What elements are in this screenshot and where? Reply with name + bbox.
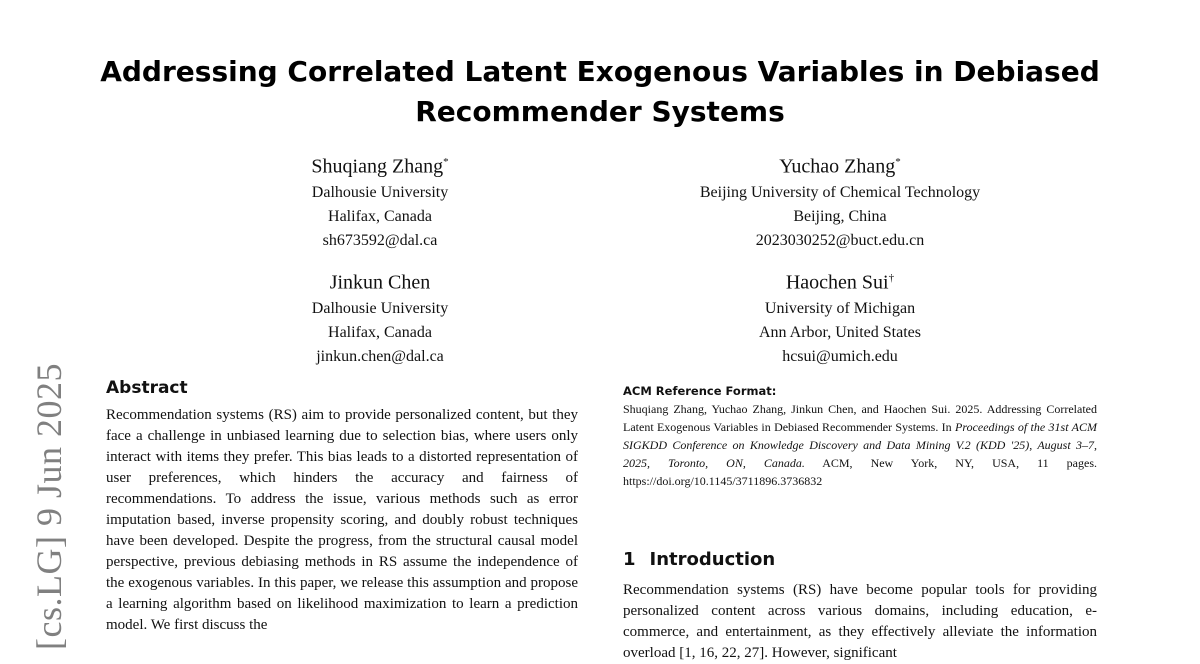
author-affiliation: Dalhousie University	[311, 299, 449, 317]
author-email: sh673592@dal.ca	[322, 231, 438, 249]
acm-reference-text: Shuqiang Zhang, Yuchao Zhang, Jinkun Chen, and Haochen Sui. 2025. Addressing Correlated Latent Exogenous Variables in Debiased Recommender Systems. In Proceedings of the 31st ACM SIGKDD Conference on Knowledge Discovery and Data Mining V.2 (KDD '25), August 3–7, 2025, Toronto, ON, Canada. ACM, New York, NY, USA, 11 pages. https://doi.org/10.1145/3711896.3736832	[623, 402, 1097, 488]
paper-title	[0, 52, 1200, 132]
author-affiliation: Beijing University of Chemical Technology	[699, 183, 981, 201]
abstract-heading: Abstract	[106, 378, 188, 398]
abstract-text: Recommendation systems (RS) aim to provide personalized content, but they face a challenge in unbiased learning due to selection bias, where users only interact with items they prefer. This bias leads to a distorted representation of user preferences, which hinders the accuracy and fairness of recommendations. To address the issue, various methods such as error imputation based, inverse propensity scoring, and doubly robust techniques have been developed. Despite the progress, from the structural causal model perspective, previous debiasing methods in RS assume the independence of the exogenous variables. In this paper, we release this assumption and propose a learning algorithm based on likelihood maximization to learn a prediction model. We first discuss the	[106, 407, 578, 633]
author-name: Jinkun Chen	[329, 271, 431, 294]
introduction-text: Recommendation systems (RS) have become popular tools for providing personalized content across various domains, including education, e-commerce, and entertainment, as they effectively alleviate the information overload [1, 16, 22, 27]. However, significant	[623, 582, 1097, 661]
section-heading-introduction	[623, 548, 775, 572]
author-email: hcsui@umich.edu	[782, 347, 898, 365]
author-location: Halifax, Canada	[328, 323, 432, 341]
author-affiliation: University of Michigan	[764, 299, 916, 317]
author-email: jinkun.chen@dal.ca	[316, 347, 444, 365]
section-title: Introduction	[649, 549, 776, 570]
author-block-2	[620, 148, 1060, 253]
author-block-1	[160, 148, 600, 253]
acm-proceedings: Proceedings of the 31st ACM SIGKDD Conference on Knowledge Discovery and Data Mining V.2 (KDD '25), August 3–7, 2025, Toronto, ON, Canada.	[623, 420, 1097, 470]
section-number: 1	[623, 549, 636, 570]
author-email: 2023030252@buct.edu.cn	[755, 231, 925, 249]
author-name: Haochen Sui†	[785, 271, 895, 294]
author-location: Beijing, China	[793, 207, 887, 225]
title-line-1: Addressing Correlated Latent Exogenous Variables in Debiased	[100, 55, 1100, 88]
author-block-3	[160, 264, 600, 369]
title-line-2: Recommender Systems	[415, 95, 785, 128]
author-location: Halifax, Canada	[328, 207, 432, 225]
author-block-4	[620, 264, 1060, 369]
author-name: Yuchao Zhang*	[779, 155, 901, 178]
author-affiliation: Dalhousie University	[311, 183, 449, 201]
author-location: Ann Arbor, United States	[758, 323, 921, 341]
arxiv-side-label: [cs.LG] 9 Jun 2025	[29, 363, 69, 650]
author-name: Shuqiang Zhang*	[311, 155, 449, 178]
acm-reference-heading: ACM Reference Format:	[623, 384, 777, 398]
